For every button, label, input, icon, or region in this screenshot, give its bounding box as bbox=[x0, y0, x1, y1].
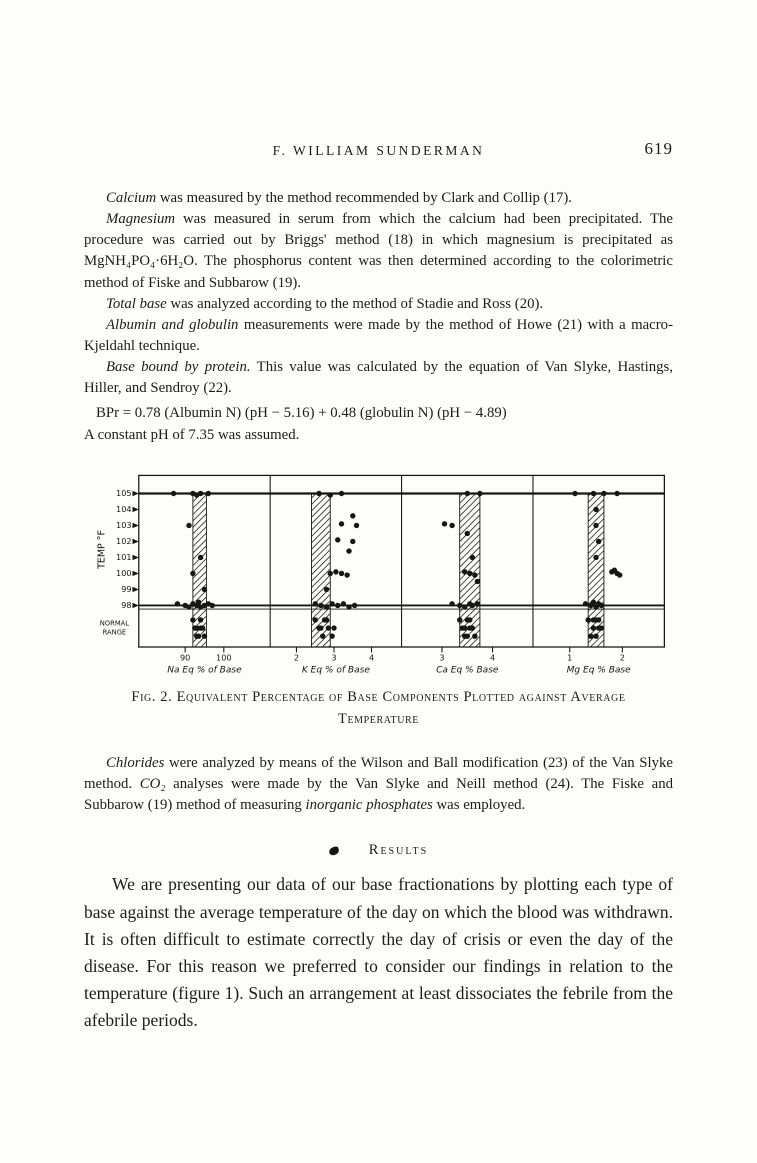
svg-text:2: 2 bbox=[293, 652, 299, 663]
svg-text:99: 99 bbox=[120, 584, 132, 595]
svg-text:100: 100 bbox=[115, 568, 132, 579]
svg-text:2: 2 bbox=[619, 652, 625, 663]
equation-line: BPr = 0.78 (Albumin N) (pH − 5.16) + 0.48 (globulin N) (pH − 4.89) bbox=[96, 404, 507, 421]
svg-text:Na Eq % of Base: Na Eq % of Base bbox=[166, 665, 242, 676]
svg-text:104: 104 bbox=[115, 504, 132, 515]
ink-blot-mark bbox=[328, 846, 340, 856]
paragraph-magnesium: Magnesium was measured in serum from which the calcium had been precipitated. The procedure was carried out by Briggs' method (18) in which magnesium is precipitated as MgNH₄PO₄·6H₂O. The phosphorus content was then determined according to the colorimetric method of Fiske and Subbarow (19). bbox=[84, 211, 673, 291]
figure-2 bbox=[90, 470, 668, 680]
results-heading: Results bbox=[368, 842, 429, 859]
figure-chart-svg bbox=[90, 470, 668, 680]
paragraph-total-base: Total base was analyzed according to the method of Stadie and Ross (20). bbox=[106, 295, 544, 312]
svg-text:TEMP °F: TEMP °F bbox=[95, 529, 107, 569]
figure-caption: Fig. 2. Equivalent Percentage of Base Components Plotted against Average Temperature bbox=[131, 689, 626, 728]
svg-text:90: 90 bbox=[179, 652, 190, 663]
svg-text:NORMAL: NORMAL bbox=[99, 619, 129, 628]
ph-note-line: A constant pH of 7.35 was assumed. bbox=[84, 426, 300, 443]
svg-text:100: 100 bbox=[215, 652, 232, 663]
svg-text:3: 3 bbox=[438, 652, 445, 663]
svg-text:103: 103 bbox=[115, 520, 132, 531]
running-head: F. WILLIAM SUNDERMAN bbox=[272, 143, 485, 158]
svg-text:3: 3 bbox=[330, 652, 337, 663]
svg-text:101: 101 bbox=[115, 552, 132, 563]
results-heading-row bbox=[84, 842, 673, 859]
svg-text:98: 98 bbox=[120, 600, 132, 611]
svg-text:105: 105 bbox=[115, 488, 132, 499]
svg-text:102: 102 bbox=[115, 536, 132, 547]
svg-text:K Eq % of Base: K Eq % of Base bbox=[301, 665, 370, 676]
after-figure-section bbox=[84, 753, 673, 816]
equation-block bbox=[84, 402, 673, 446]
methods-section bbox=[84, 188, 673, 446]
page-header bbox=[84, 139, 673, 160]
paragraph-base-bound: Base bound by protein. This value was calculated by the equation of Van Slyke, Hastings, Hiller, and Sendroy (22). bbox=[84, 359, 673, 397]
svg-text:Ca Eq % Base: Ca Eq % Base bbox=[435, 665, 498, 676]
svg-text:Mg Eq % Base: Mg Eq % Base bbox=[566, 665, 631, 676]
svg-text:4: 4 bbox=[368, 652, 374, 663]
paragraph-results-body: We are presenting our data of our base fractionations by plotting each type of base against the average temperature of the day on which the blood was withdrawn. It is often difficult to estimate correctly the day of crisis or even the day of the disease. For this reason we preferred to consider our findings in relation to the temperature (figure 1). Such an arrangement at least dissociates the febrile from the afebrile periods. bbox=[84, 874, 673, 1031]
paragraph-albumin-globulin: Albumin and globulin measurements were made by the method of Howe (21) with a macro-Kjeldahl technique. bbox=[84, 316, 674, 355]
paragraph-chlorides: Chlorides were analyzed by means of the Wilson and Ball modification (23) of the Van Slyke method. CO₂ analyses were made by the Van Slyke and Neill method (24). The Fiske and Subbarow (19) method of measuring inorganic phosphates was employed. bbox=[84, 754, 673, 814]
page-number: 619 bbox=[644, 139, 673, 158]
paragraph-calcium: Calcium was measured by the method recommended by Clark and Collip (17). bbox=[106, 190, 573, 206]
svg-text:1: 1 bbox=[566, 652, 572, 663]
svg-text:4: 4 bbox=[489, 652, 495, 663]
svg-text:RANGE: RANGE bbox=[102, 628, 126, 637]
